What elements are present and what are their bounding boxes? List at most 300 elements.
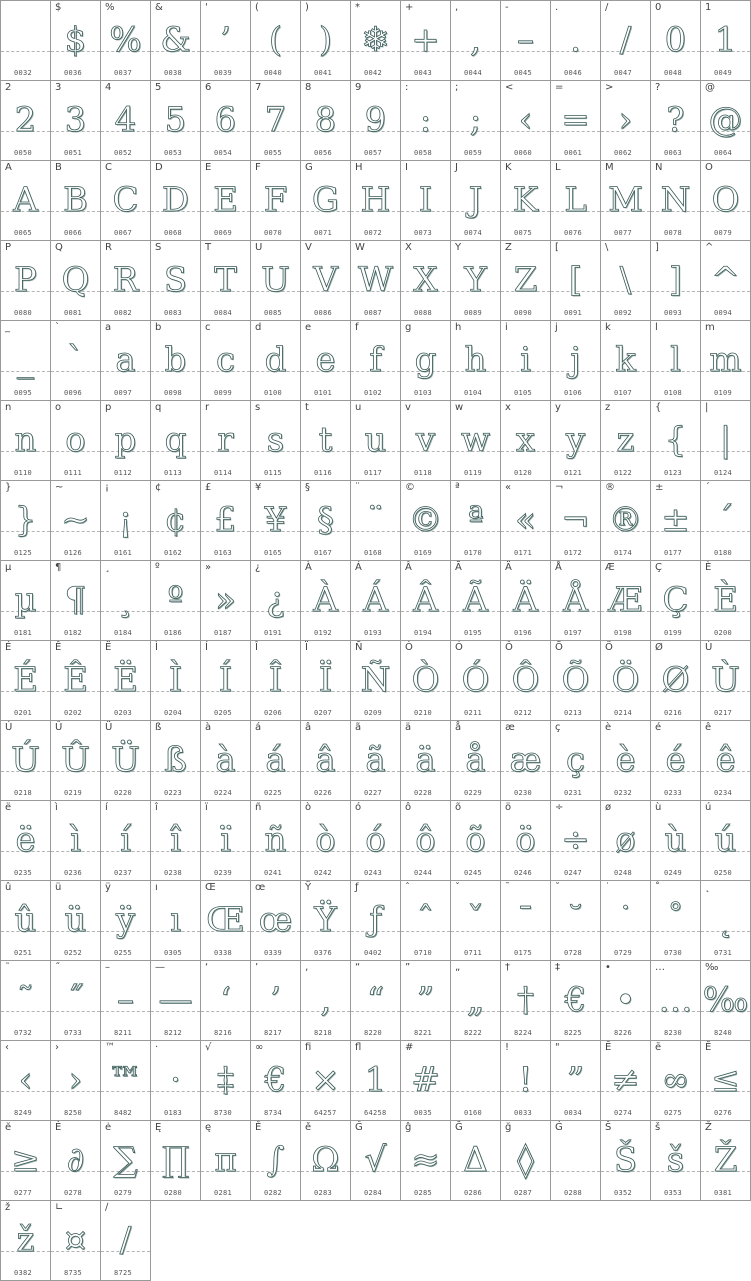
glyph-sample: S [163, 260, 188, 300]
glyph-cell[interactable] [601, 81, 651, 161]
glyph-cell[interactable] [551, 721, 601, 801]
glyph-cell[interactable] [351, 81, 401, 161]
glyph-cell[interactable] [151, 81, 201, 161]
glyph-cell[interactable] [651, 241, 701, 321]
glyph-cell[interactable] [51, 1041, 101, 1121]
glyph-cell[interactable] [351, 801, 401, 881]
glyph-cell[interactable] [101, 1201, 151, 1281]
glyph-cell[interactable] [151, 641, 201, 721]
glyph-cell[interactable] [501, 1, 551, 81]
glyph-cell[interactable] [401, 641, 451, 721]
glyph-cell[interactable] [401, 801, 451, 881]
glyph-cell[interactable] [351, 961, 401, 1041]
glyph-cell[interactable] [651, 481, 701, 561]
glyph-cell[interactable] [551, 641, 601, 721]
glyph-cell[interactable] [51, 241, 101, 321]
glyph-key-label: … [655, 962, 665, 973]
glyph-code: 0089 [464, 309, 483, 317]
glyph-key-label: t [305, 402, 309, 413]
glyph-code: 0077 [614, 229, 633, 237]
glyph-cell[interactable] [401, 481, 451, 561]
glyph-cell[interactable] [451, 561, 501, 641]
glyph-cell[interactable] [351, 1041, 401, 1121]
glyph-cell[interactable] [51, 401, 101, 481]
glyph-cell[interactable] [51, 721, 101, 801]
glyph-code: 0064 [714, 149, 733, 157]
glyph-cell[interactable] [301, 881, 351, 961]
glyph-cell[interactable] [151, 561, 201, 641]
glyph-sample: ö [515, 820, 536, 860]
glyph-cell[interactable] [101, 1121, 151, 1201]
glyph-sample: Ù [711, 660, 740, 700]
glyph-cell[interactable] [51, 1, 101, 81]
glyph-sample: M [608, 180, 643, 220]
glyph-cell[interactable] [401, 81, 451, 161]
glyph-code: 0226 [314, 789, 333, 797]
glyph-cell[interactable] [551, 961, 601, 1041]
glyph-cell[interactable] [151, 161, 201, 241]
glyph-code: 8725 [114, 1269, 133, 1277]
glyph-cell[interactable] [401, 1, 451, 81]
glyph-code: 0276 [714, 1109, 733, 1117]
glyph-cell[interactable] [501, 641, 551, 721]
glyph-cell[interactable] [251, 1041, 301, 1121]
glyph-cell[interactable] [701, 241, 751, 321]
glyph-cell[interactable] [301, 321, 351, 401]
glyph-cell[interactable] [601, 321, 651, 401]
glyph-sample: ƒ [369, 900, 382, 940]
glyph-key-label: { [655, 402, 662, 413]
glyph-cell[interactable] [301, 1041, 351, 1121]
glyph-key-label: ü [55, 882, 62, 893]
glyph-cell[interactable] [301, 481, 351, 561]
glyph-cell[interactable] [551, 1041, 601, 1121]
glyph-cell[interactable] [201, 481, 251, 561]
glyph-cell[interactable] [51, 81, 101, 161]
glyph-key-label: 0 [655, 2, 662, 13]
glyph-cell[interactable] [451, 1121, 501, 1201]
glyph-cell[interactable] [651, 801, 701, 881]
glyph-cell[interactable] [351, 401, 401, 481]
glyph-cell[interactable] [701, 1041, 751, 1121]
glyph-code: 0202 [64, 709, 83, 717]
glyph-cell[interactable] [101, 801, 151, 881]
glyph-cell[interactable] [701, 961, 751, 1041]
glyph-cell[interactable] [501, 1041, 551, 1121]
glyph-code: 0088 [414, 309, 433, 317]
glyph-cell[interactable] [701, 321, 751, 401]
glyph-cell[interactable] [1, 1121, 51, 1201]
glyph-cell[interactable] [701, 481, 751, 561]
glyph-cell[interactable] [201, 1041, 251, 1121]
glyph-code: 0034 [564, 1109, 583, 1117]
glyph-cell[interactable] [651, 1041, 701, 1121]
glyph-cell[interactable] [351, 561, 401, 641]
glyph-cell[interactable] [451, 1041, 501, 1121]
glyph-cell[interactable] [651, 161, 701, 241]
glyph-code: 0220 [114, 789, 133, 797]
glyph-key-label: ¸ [105, 562, 110, 573]
glyph-cell[interactable] [551, 81, 601, 161]
glyph-cell[interactable] [551, 801, 601, 881]
glyph-cell[interactable] [651, 321, 701, 401]
glyph-cell[interactable] [701, 161, 751, 241]
glyph-cell[interactable] [701, 401, 751, 481]
baseline-guide [551, 1171, 600, 1172]
glyph-cell[interactable] [651, 961, 701, 1041]
glyph-cell[interactable] [351, 881, 401, 961]
glyph-cell[interactable] [51, 561, 101, 641]
glyph-key-label: ø [605, 802, 612, 813]
glyph-cell[interactable] [601, 161, 651, 241]
glyph-code: 0165 [264, 549, 283, 557]
glyph-cell[interactable] [551, 241, 601, 321]
glyph-code: 0105 [514, 389, 533, 397]
glyph-cell[interactable] [101, 401, 151, 481]
glyph-cell[interactable] [51, 1121, 101, 1201]
glyph-sample: Î [268, 660, 283, 700]
glyph-cell[interactable] [151, 1, 201, 81]
glyph-code: 0180 [714, 549, 733, 557]
glyph-key-label: Â [405, 562, 412, 573]
glyph-cell[interactable] [651, 561, 701, 641]
glyph-cell[interactable] [351, 321, 401, 401]
glyph-sample: é [665, 740, 686, 780]
glyph-cell[interactable] [551, 321, 601, 401]
glyph-cell[interactable] [251, 161, 301, 241]
glyph-cell[interactable] [451, 801, 501, 881]
glyph-code: 0191 [264, 629, 283, 637]
glyph-sample: # [411, 1060, 440, 1100]
glyph-cell[interactable] [351, 721, 401, 801]
glyph-cell[interactable] [601, 721, 651, 801]
glyph-cell[interactable] [251, 481, 301, 561]
glyph-cell[interactable] [551, 401, 601, 481]
glyph-cell[interactable] [151, 881, 201, 961]
glyph-cell[interactable] [51, 961, 101, 1041]
glyph-cell[interactable] [501, 81, 551, 161]
glyph-cell[interactable] [201, 881, 251, 961]
glyph-key-label: ô [405, 802, 412, 813]
glyph-code: 0235 [14, 869, 33, 877]
glyph-code: 0092 [614, 309, 633, 317]
glyph-key-label: „ [455, 962, 461, 973]
glyph-cell[interactable] [1, 881, 51, 961]
glyph-cell[interactable] [501, 401, 551, 481]
glyph-cell[interactable] [51, 1201, 101, 1281]
glyph-sample: ± [661, 500, 690, 540]
glyph-cell[interactable] [101, 1, 151, 81]
glyph-cell[interactable] [551, 1121, 601, 1201]
glyph-cell[interactable] [251, 321, 301, 401]
glyph-cell[interactable] [1, 481, 51, 561]
glyph-code: 0104 [464, 389, 483, 397]
glyph-code: 0114 [214, 469, 233, 477]
glyph-cell[interactable] [301, 1121, 351, 1201]
glyph-cell[interactable] [601, 1041, 651, 1121]
glyph-cell[interactable] [151, 961, 201, 1041]
glyph-key-label: Ē [605, 1042, 612, 1053]
glyph-cell[interactable] [101, 481, 151, 561]
glyph-sample: @ [708, 100, 743, 140]
glyph-cell[interactable] [201, 641, 251, 721]
glyph-cell[interactable] [401, 1121, 451, 1201]
glyph-cell[interactable] [651, 1, 701, 81]
glyph-cell[interactable] [701, 881, 751, 961]
glyph-cell[interactable] [151, 1041, 201, 1121]
glyph-cell[interactable] [601, 801, 651, 881]
glyph-cell[interactable] [501, 881, 551, 961]
glyph-cell[interactable] [301, 561, 351, 641]
glyph-cell[interactable] [701, 801, 751, 881]
glyph-cell[interactable] [351, 481, 401, 561]
glyph-key-label: ï [205, 802, 208, 813]
glyph-cell[interactable] [301, 401, 351, 481]
glyph-sample: « [515, 500, 536, 540]
glyph-cell[interactable] [1, 561, 51, 641]
glyph-cell[interactable] [101, 321, 151, 401]
glyph-key-label: – [105, 962, 110, 973]
glyph-code: 0229 [464, 789, 483, 797]
glyph-code: 0108 [664, 389, 683, 397]
glyph-cell[interactable] [451, 961, 501, 1041]
glyph-code: 0079 [714, 229, 733, 237]
glyph-cell[interactable] [451, 241, 501, 321]
glyph-cell[interactable] [101, 81, 151, 161]
glyph-cell[interactable] [51, 801, 101, 881]
glyph-cell[interactable] [251, 721, 301, 801]
glyph-cell[interactable] [351, 241, 401, 321]
glyph-cell[interactable] [401, 961, 451, 1041]
glyph-cell[interactable] [51, 641, 101, 721]
glyph-cell[interactable] [651, 641, 701, 721]
glyph-cell[interactable] [451, 321, 501, 401]
glyph-cell[interactable] [201, 241, 251, 321]
glyph-cell[interactable] [701, 81, 751, 161]
glyph-cell[interactable] [401, 1041, 451, 1121]
glyph-cell[interactable] [51, 481, 101, 561]
glyph-cell[interactable] [1, 641, 51, 721]
glyph-code: 0168 [364, 549, 383, 557]
glyph-code: 0118 [414, 469, 433, 477]
glyph-cell[interactable] [301, 721, 351, 801]
glyph-code: 0057 [364, 149, 383, 157]
glyph-cell[interactable] [201, 801, 251, 881]
glyph-key-label: < [505, 82, 514, 93]
glyph-cell[interactable] [151, 321, 201, 401]
glyph-cell[interactable] [451, 81, 501, 161]
glyph-cell[interactable] [251, 81, 301, 161]
glyph-cell[interactable] [501, 481, 551, 561]
glyph-cell[interactable] [301, 1, 351, 81]
glyph-cell[interactable] [101, 1041, 151, 1121]
glyph-cell[interactable] [201, 1121, 251, 1201]
glyph-cell[interactable] [401, 161, 451, 241]
glyph-cell[interactable] [701, 1, 751, 81]
glyph-cell[interactable] [601, 561, 651, 641]
glyph-cell[interactable] [651, 721, 701, 801]
glyph-cell[interactable] [201, 161, 251, 241]
glyph-cell[interactable] [251, 881, 301, 961]
glyph-cell[interactable] [351, 1, 401, 81]
glyph-sample: ¤ [64, 1220, 87, 1260]
glyph-cell[interactable] [551, 881, 601, 961]
glyph-sample: o [65, 420, 86, 460]
glyph-cell[interactable] [101, 241, 151, 321]
glyph-code: 8212 [164, 1029, 183, 1037]
glyph-cell[interactable] [1, 321, 51, 401]
glyph-cell[interactable] [501, 161, 551, 241]
glyph-cell[interactable] [1, 241, 51, 321]
glyph-cell[interactable] [1, 81, 51, 161]
glyph-cell[interactable] [601, 641, 651, 721]
glyph-cell[interactable] [301, 241, 351, 321]
glyph-cell[interactable] [601, 401, 651, 481]
glyph-cell[interactable] [1, 1, 51, 81]
glyph-cell[interactable] [151, 241, 201, 321]
glyph-cell[interactable] [451, 401, 501, 481]
glyph-cell[interactable] [601, 1, 651, 81]
glyph-cell[interactable] [651, 81, 701, 161]
glyph-cell[interactable] [501, 321, 551, 401]
glyph-cell[interactable] [551, 561, 601, 641]
glyph-cell[interactable] [1, 961, 51, 1041]
glyph-cell[interactable] [251, 641, 301, 721]
glyph-cell[interactable] [351, 1121, 401, 1201]
glyph-cell[interactable] [251, 961, 301, 1041]
glyph-cell[interactable] [201, 561, 251, 641]
glyph-cell[interactable] [1, 1201, 51, 1281]
glyph-cell[interactable] [151, 721, 201, 801]
glyph-cell[interactable] [201, 401, 251, 481]
glyph-cell[interactable] [501, 241, 551, 321]
glyph-cell[interactable] [201, 721, 251, 801]
glyph-cell[interactable] [601, 881, 651, 961]
glyph-cell[interactable] [251, 401, 301, 481]
glyph-key-label: ‹ [5, 1042, 9, 1053]
glyph-cell[interactable] [351, 641, 401, 721]
glyph-cell[interactable] [401, 721, 451, 801]
glyph-cell[interactable] [451, 161, 501, 241]
glyph-cell[interactable] [301, 161, 351, 241]
glyph-cell[interactable] [501, 801, 551, 881]
glyph-cell[interactable] [451, 721, 501, 801]
glyph-cell[interactable] [451, 641, 501, 721]
glyph-cell[interactable] [601, 1121, 651, 1201]
glyph-cell[interactable] [151, 401, 201, 481]
glyph-cell[interactable] [651, 881, 701, 961]
glyph-code: 0086 [314, 309, 333, 317]
glyph-key-label: # [405, 1042, 414, 1053]
glyph-cell[interactable] [601, 481, 651, 561]
glyph-cell[interactable] [401, 561, 451, 641]
glyph-cell[interactable] [101, 881, 151, 961]
glyph-cell[interactable] [251, 241, 301, 321]
glyph-key-label: l [655, 322, 658, 333]
glyph-cell[interactable] [251, 1121, 301, 1201]
glyph-cell[interactable] [1, 801, 51, 881]
glyph-code: 0339 [264, 949, 283, 957]
glyph-cell[interactable] [1, 721, 51, 801]
glyph-cell[interactable] [601, 961, 651, 1041]
glyph-cell[interactable] [551, 1, 601, 81]
glyph-sample: € [564, 980, 587, 1020]
glyph-cell[interactable] [151, 481, 201, 561]
glyph-cell[interactable] [1, 161, 51, 241]
glyph-cell[interactable] [401, 881, 451, 961]
glyph-cell[interactable] [101, 721, 151, 801]
glyph-cell[interactable] [401, 241, 451, 321]
glyph-cell[interactable] [101, 161, 151, 241]
glyph-cell[interactable] [351, 161, 401, 241]
glyph-code: 0201 [14, 709, 33, 717]
glyph-cell[interactable] [301, 81, 351, 161]
glyph-sample: ı [170, 900, 181, 940]
glyph-cell[interactable] [251, 801, 301, 881]
glyph-cell[interactable] [151, 801, 201, 881]
glyph-cell[interactable] [101, 561, 151, 641]
glyph-cell[interactable] [301, 961, 351, 1041]
glyph-cell[interactable] [251, 1, 301, 81]
glyph-cell[interactable] [701, 641, 751, 721]
glyph-sample: | [719, 420, 732, 460]
glyph-cell[interactable] [201, 81, 251, 161]
glyph-cell[interactable] [701, 1121, 751, 1201]
glyph-cell[interactable] [201, 321, 251, 401]
glyph-cell[interactable] [201, 1, 251, 81]
glyph-cell[interactable] [51, 321, 101, 401]
glyph-cell[interactable] [401, 401, 451, 481]
glyph-sample: Ñ [360, 660, 391, 700]
glyph-cell[interactable] [401, 321, 451, 401]
glyph-key-label: › [55, 1042, 59, 1053]
glyph-cell[interactable] [301, 641, 351, 721]
glyph-cell[interactable] [251, 561, 301, 641]
glyph-cell[interactable] [1, 1041, 51, 1121]
glyph-key-label: ® [605, 482, 615, 493]
glyph-sample: ó [365, 820, 386, 860]
glyph-cell[interactable] [701, 561, 751, 641]
glyph-code: 0091 [564, 309, 583, 317]
glyph-cell[interactable] [301, 801, 351, 881]
glyph-key-label: ¢ [155, 482, 162, 493]
glyph-cell[interactable] [51, 881, 101, 961]
glyph-cell[interactable] [551, 481, 601, 561]
glyph-cell[interactable] [551, 161, 601, 241]
glyph-cell[interactable] [601, 241, 651, 321]
glyph-cell[interactable] [101, 961, 151, 1041]
glyph-cell[interactable] [701, 721, 751, 801]
glyph-cell[interactable] [201, 961, 251, 1041]
glyph-key-label: ∟ [55, 1202, 64, 1213]
glyph-sample: – [517, 20, 534, 60]
glyph-cell[interactable] [501, 1121, 551, 1201]
glyph-code: 0095 [14, 389, 33, 397]
glyph-key-label: ‘ [205, 962, 209, 973]
glyph-cell[interactable] [651, 401, 701, 481]
glyph-cell[interactable] [451, 881, 501, 961]
glyph-cell[interactable] [501, 561, 551, 641]
glyph-cell[interactable] [101, 641, 151, 721]
glyph-cell[interactable] [501, 721, 551, 801]
glyph-cell[interactable] [651, 1121, 701, 1201]
glyph-cell[interactable] [151, 1121, 201, 1201]
glyph-cell[interactable] [51, 161, 101, 241]
glyph-cell[interactable] [1, 401, 51, 481]
glyph-cell[interactable] [451, 481, 501, 561]
glyph-cell[interactable] [451, 1, 501, 81]
glyph-cell[interactable] [501, 961, 551, 1041]
